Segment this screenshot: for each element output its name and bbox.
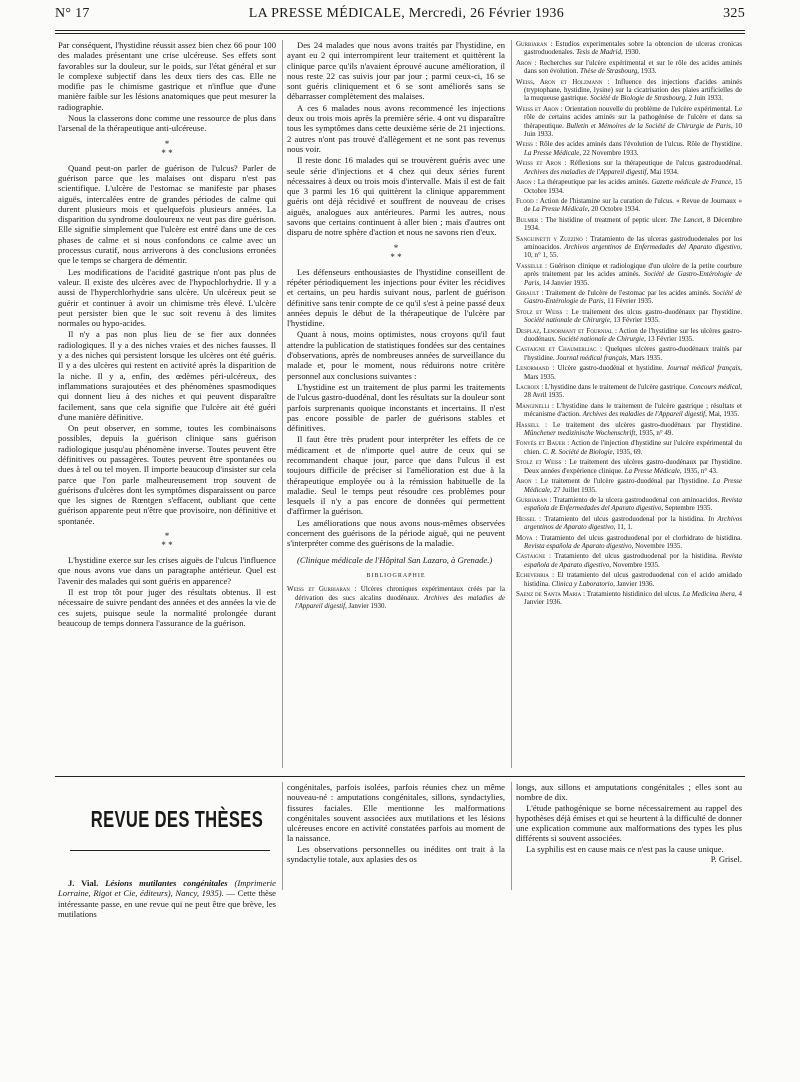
thesis-entry [58, 878, 276, 919]
reference-authors: Weiss et Gurbiaran [287, 585, 351, 594]
reference-entry [516, 402, 742, 419]
reference-source: Archives des maladies de l'Appareil digestif [582, 410, 706, 419]
reference-source: La Presse Médicale [524, 477, 742, 494]
reference-text: : Traitement de l'ulcère de l'estomac par les acides aminés. [538, 288, 713, 297]
reference-source: Münchener medizinische Wochenschrift [524, 429, 636, 438]
paragraph: Il faut être très prudent pour interpréter les effets de ce médicament et de n'importe quel autre de ceux qui se recommandent chaque jour, parce que dans l'ulcus il est toujours difficile de préciser si l'amélioration est due à la thérapeutique employée ou à la rémission habituelle de la maladie. Seul le temps peut résoudre ces problèmes pour lesquels il n'y a pas encore de données qui permettent d'affirmer la guérison. [287, 434, 505, 517]
reference-source: Revista española de Aparato digestivo [524, 541, 632, 550]
reference-authors: Stolz et Weiss [516, 307, 563, 316]
paragraph: La syphilis est en cause mais ce n'est pas la cause unique. [526, 843, 724, 854]
reference-entry [516, 383, 742, 400]
reference-source: Société nationale de Chirurgie [558, 335, 645, 343]
reference-text: : L'hystidine dans le traitement de l'ulcère gastrique. [539, 383, 690, 392]
reference-source: Archives des maladies de l'Appareil digestif [295, 593, 505, 611]
reference-entry [516, 534, 742, 551]
paragraph: L'hystidine exerce sur les crises aiguës de l'ulcus l'influence que nous avons vue dans un paragraphe antérieur. Quel est l'avenir des malades qui sont guéris en apparence? [58, 555, 276, 586]
reference-tail: , Mai 1934. [646, 167, 679, 176]
article-column-1 [58, 40, 276, 768]
reference-tail: , Mars 1935. [524, 364, 742, 381]
theses-column-3 [516, 782, 742, 864]
reference-tail: , Janvier 1936. [613, 579, 655, 588]
reference-text: : Le traitement des ulcus gastro-duodénaux par l'hystidine. [562, 307, 742, 316]
issue-number: N° 17 [55, 6, 90, 21]
reference-source: The Lancet [670, 215, 703, 224]
reference-tail: , 28 Avril 1935. [524, 383, 742, 400]
signature: P. Grisel. [710, 854, 742, 865]
page-number: 325 [723, 6, 745, 21]
reference-source: La Medicina ibera [682, 589, 735, 598]
reference-source: Clinica y Laboratorio [551, 579, 614, 588]
reference-entry [516, 496, 742, 513]
reference-authors: Weiss [516, 140, 533, 149]
reference-entry [516, 458, 742, 475]
reference-text: : Ulcères chroniques expérimentaux créés par la dérivation des sucs alcalins duodénaux. [295, 585, 505, 602]
section-stars: * * * [161, 531, 173, 551]
reference-text: : Recherches sur l'ulcère expérimental et sur le rôle des acides aminés dans son évolution. [524, 58, 742, 76]
header-rule-2 [55, 33, 745, 34]
reference-authors: Hessel [516, 514, 536, 523]
reference-text: : Action de l'hystidine sur les ulcères gastro-duodénaux. [524, 326, 742, 343]
reference-text: : Tratamiento del ulcus gastroduodenal por la histidina. [535, 514, 709, 523]
reference-tail: , 13 Février 1935. [644, 335, 695, 343]
reference-text: : Influence des injections d'acides aminés (tryptophane, hystidine, lysine) sur la cicatrisation des plaies artificielles de la muqueuse gastrique. [524, 77, 742, 103]
reference-entry [516, 178, 742, 195]
reference-entry [516, 78, 742, 103]
reference-entry [516, 477, 742, 494]
reference-authors: Moya [516, 533, 533, 542]
reference-authors: Weiss et Aron [516, 159, 562, 168]
paragraph: A ces 6 malades nous avons recommencé les injections deux ou trois mois après la première série. 4 ont vu disparaître tous les symptômes dans cette deuxième série de 21 injections. 2 autres n'ont pas trouvé d'allègement et ne sont pas revenus nous voir. [287, 102, 505, 154]
article-credit: (Clinique médicale de l'Hôpital San Lazaro, à Grenade.) [297, 554, 493, 565]
reference-authors: Saenz de Santa Maria [516, 589, 582, 598]
paragraph: longs, aux sillons et amputations congénitales ; elles sont au nombre de dix. [516, 782, 742, 803]
reference-source: Société de Gastro-Entérologie de Paris [524, 288, 742, 306]
paragraph: L'hystidine est un traitement de plus parmi les traitements de l'ulcus gastro-duodénal, dont les résultats sur la douleur sont parfois surprenants quoique inconstants et incertains. Il n'est pas encore possible de parler de guérisons stables et définitives. [287, 381, 505, 434]
reference-source: Société nationale de Chirurgie [524, 316, 610, 325]
reference-entry [516, 235, 742, 260]
reference-tail: , 2 Juin 1933. [685, 94, 724, 103]
bibliography-title: BIBLIOGRAPHIE [366, 572, 426, 579]
reference-entry [516, 439, 742, 456]
paragraph: Nous la classerons donc comme une ressource de plus dans l'arsenal de la thérapeutique anti-ulcéreuse. [58, 113, 276, 134]
reference-text: : Estudios experimentales sobre la obtencion de ulceras cronicas gastroduodenales. [524, 40, 742, 57]
reference-tail: , 15 Octobre 1934. [524, 178, 742, 195]
paragraph: Les améliorations que nous avons nous-mêmes observées concernent des guérisons de la période aiguë, qui ne peuvent s'interpréter comme des guérisons de la maladie. [287, 517, 505, 549]
reference-source: La Presse Médicale [524, 148, 580, 157]
paragraph: congénitales, parfois isolées, parfois réunies chez un même nouveau-né : amputations congénitales, sillons, syndactylies, fissures faciales. Elle mentionne les malformations congénitales souvent associées aux mutilations et les lésions ulcéreuses encore en activité constatées parfois au moment de la naissance. [287, 782, 505, 844]
article-column-2 [287, 40, 505, 768]
reference-source: Revista española de Enfermedades del Aparato digestivo [524, 495, 742, 513]
reference-source: Archives des maladies de l'Appareil digestif [524, 167, 647, 176]
reference-authors: Manginelli [516, 401, 550, 410]
reference-tail: , 10 Juin 1933. [524, 121, 742, 139]
masthead: LA PRESSE MÉDICALE, Mercredi, 26 Février 1936 [248, 6, 565, 21]
reference-tail: , 1935, 69. [612, 447, 643, 456]
paragraph: Il est trop tôt pour juger des résultats obtenus. Il est nécessaire de suivre pendant des années et des années la vie de ces sujets, puisque seule la normalité prolongée durant beaucoup de temps donnera l'assurance de la guérison. [58, 586, 276, 628]
reference-tail: , 11 Février 1935. [603, 297, 654, 306]
paragraph: L'étude pathogénique se borne nécessairement au rappel des hypothèses déjà émises et qui se heurtent à la difficulté de donner une explication commune aux malformations des types les plus différents si souvent associées. [516, 802, 742, 844]
reference-tail: , Novembre 1935. [609, 560, 660, 569]
paragraph: Il n'y a pas non plus lieu de se fier aux données radiologiques. Il y a des niches vraies et des niches fausses. Il y a des niches qui persistent lorsque les ulcères ont été guéris. Il y a des ulcères qui restent en activité après la disparition de la niche. Il y a, enfin, des œdèmes péri-ulcéreux, des inflammations surajoutées et des phénomènes spasmodiques qui donnent lieu à des niches et qui peuvent disparaître facilement, sans que cela signifie que l'ulcère ait été guéri d'une manière définitive. [58, 329, 276, 422]
reference-text: : Action de l'injection d'hystidine sur l'ulcère expérimental du chien. [524, 439, 742, 456]
reference-authors: Bulmer [516, 215, 539, 224]
reference-source: Archivos argentinos de Enfermedades del Aparato digestivo [564, 242, 741, 251]
reference-entry [516, 421, 742, 438]
column-divider [511, 782, 512, 890]
reference-entry [516, 105, 742, 139]
reference-authors: Stolz et Weiss [516, 458, 562, 467]
section-rule [55, 776, 745, 777]
theses-column-2 [287, 782, 505, 864]
reference-tail: , 14 Janvier 1935. [539, 278, 590, 287]
column-divider [282, 40, 283, 768]
reference-entry [516, 140, 742, 157]
reference-tail: , 27 Juillet 1935. [550, 485, 597, 494]
reference-entry [516, 216, 742, 233]
reference-tail: , 13 Février 1935. [609, 316, 660, 325]
paragraph: Quant à nous, moins optimistes, nous croyons qu'il faut attendre la publication de statistiques fondées sur des centaines d'observations, après de nombreuses années de surveillance du malade et, pour le moment, nous réduirons notre critère personnel aux conclusions suivantes : [287, 329, 505, 381]
reference-authors: Gurbiaran [516, 495, 548, 504]
paragraph: On peut observer, en somme, toutes les combinaisons possibles, depuis la guérison clinique sans guérison radiologique jusqu'au phénomène inverse. Toutes peuvent être définitives ou passagères. Toutes peuvent être spontanées ou dues à tel ou tel moyen. Il importe beaucoup d'insister sur cela parce que l'on parle malheureusement trop souvent de guérisons d'ulcères dont les symptômes disparaissent ou parce que les signes de Rœntgen s'effacent, oubliant que cette guérison apparente peut n'être que provisoire, non définitive et spontanée. [58, 423, 276, 526]
reference-text: : Tratamiento de las ulceras gastroduodenales por los aminoacidos. [524, 234, 742, 251]
reference-authors: Aron [516, 58, 532, 67]
reference-tail: , 1933. [637, 67, 657, 76]
reference-authors: Flood [516, 196, 534, 205]
reference-text: : Le traitement des ulcères gastro-duodénaux par l'hystidine. Deux années d'expérience clinique. [524, 458, 742, 475]
reference-authors: Aron [516, 178, 532, 187]
reference-text: : L'hystidine dans le traitement de l'ulcère gastrique ; résultats et mécanisme d'action. [524, 401, 742, 419]
reference-authors: Aron [516, 477, 532, 486]
reference-authors: Weiss, Aron et Holzmann [516, 77, 603, 86]
reference-text: : Action de l'histamine sur la curation de l'ulcus. « Revue de Journaux » de [524, 196, 742, 214]
reference-source: Journal médical français [556, 353, 627, 362]
reference-source: Thèse de Strasbourg [580, 67, 638, 76]
reference-source: La Presse Médicale [532, 205, 588, 214]
reference-source: Bulletin et Mémoires de la Société de Chirurgie de Paris [566, 121, 731, 130]
reference-source: Tesis de Madrid [576, 48, 621, 57]
reference-tail: , 20 Octobre 1934. [587, 205, 640, 214]
thesis-text: — Cette thèse intéressante passe, en une revue qui ne peut être que brève, les mutilations [58, 888, 276, 919]
thesis-title: Lésions mutilantes congénitales [105, 878, 228, 888]
reference-authors: Gurbiaran [516, 40, 548, 48]
reference-tail: , 1930. [620, 48, 641, 57]
theses-column-1 [58, 878, 276, 919]
reference-authors: Lenormand [516, 364, 550, 373]
reference-text: : Réflexions sur la thérapeutique de l'ulcus gastroduodénal. [561, 159, 742, 168]
reference-tail: , 11, 1. [613, 523, 633, 532]
reference-text: : Quelques ulcères gastro-duodénaux traités par l'hystidine. [524, 345, 742, 362]
reference-tail: , 1935, n° 43. [679, 466, 718, 475]
reference-authors: Sanguinetti y Zuzzino [516, 234, 583, 243]
paragraph: Les défenseurs enthousiastes de l'hystidine conseillent de répéter périodiquement les injections pour éviter les récidives et certains, un peu hardis suivant nous, parlent de guérison définitive sans tenir compte de ce qu'il s'est à peine passé deux années depuis le début de la thérapeutique de l'ulcère par l'hystidine. [287, 266, 505, 329]
paragraph: Les modifications de l'acidité gastrique n'ont pas plus de valeur. Il existe des ulcères avec de l'hypochlorhydrie. Il y a aussi de l'hyperchlorhydrie sans ulcère. Un ulcéreux peut se guérir et continuer à avoir un chimisme très élevé. L'ulcère peut persister bien que le suc soit revenu à des limites normales ou hypo-acides. [58, 266, 276, 329]
thesis-author: J. Vial. [68, 878, 99, 888]
reference-entry [516, 552, 742, 569]
reference-source: La Presse Médicale [624, 466, 680, 475]
section-title: REVUE DES THÈSES [90, 806, 264, 832]
reference-entry [516, 590, 742, 607]
section-stars: * * * [161, 138, 173, 158]
thesis-publisher: (Imprimerie Lorraine, Rigot et Cie, éditeurs), Nancy, 1935). [58, 878, 276, 899]
reference-text: : La thérapeutique par les acides aminés. [531, 178, 652, 187]
reference-source: Journal médical français [666, 364, 741, 373]
reference-authors: Lacroix [516, 383, 540, 392]
reference-entry [287, 585, 505, 610]
reference-entry [516, 364, 742, 381]
reference-source: Concours médical [689, 383, 741, 392]
reference-text: : Rôle des acides aminés dans l'évolution de l'ulcus. Rôle de l'hystidine. [532, 140, 742, 149]
reference-authors: Fonyès et Bauer [516, 439, 566, 448]
paragraph: Les observations personnelles ou inédites ont trait à la syndactylie totale, aux aplasies des os [287, 843, 505, 865]
reference-text: : Guérison clinique et radiologique d'un ulcère de la petite courbure après traitement par les acides aminés. [524, 261, 742, 279]
reference-entry [516, 327, 742, 344]
reference-authors: Girault [516, 288, 539, 297]
reference-tail: , 10, n° 1, 55. [524, 242, 742, 260]
reference-authors: Castaigne [516, 552, 546, 561]
reference-tail: , Septembre 1935. [661, 504, 713, 513]
page-header [55, 6, 745, 28]
reference-text: : Le traitement de l'ulcère gastro-duodénal par l'hystidine. [531, 477, 713, 486]
reference-tail: , Janvier 1930. [345, 602, 387, 611]
reference-authors: Desplaz, Lenormant et Fournial [516, 326, 613, 335]
reference-text: : The histidine of treatment of peptic ulcer. [538, 215, 671, 224]
reference-tail: , Mai, 1935. [705, 410, 740, 419]
title-underline [70, 850, 270, 851]
column-divider [282, 782, 283, 890]
paragraph: Des 24 malades que nous avons traités par l'hystidine, en ayant eu 2 qui interrompirent leur traitement et quittèrent la clinique parce qu'ils n'avaient éprouvé aucune amélioration, il nous reste 22 cas suivis jour par jour ; parmi ceux-ci, 16 se sont guéris cliniquement et 6 se sont améliorés sans se débarrasser complètement des malaises. [287, 40, 505, 102]
reference-source: Revista española de Aparato digestivo [524, 552, 742, 569]
paragraph: Quand peut-on parler de guérison de l'ulcus? Parler de guérison parce que les malaises ont disparu n'est pas scientifique. L'ulcère de l'estomac se manifeste par phases aiguës, intercalées entre de grandes périodes de calme qui durent plusieurs mois et quelquefois plusieurs années. La disparition du syndrome douloureux ne veut pas dire guérison. Elle signifie simplement que l'ulcère est entré dans une de ces phases de calme et si nous confondons ce calme avec un processus curatif, nous arriverons à des conclusions erronées que le temps se chargera de démentir. [58, 162, 276, 266]
reference-text: : Le traitement des ulcères gastro-duodénaux par l'hystidine. [539, 420, 742, 429]
reference-text: : Ulcère gastro-duodénal et hystidine. [549, 364, 667, 373]
reference-entry [516, 40, 742, 57]
bibliography-column [516, 40, 742, 768]
reference-entry [516, 262, 742, 287]
reference-text: : El tratamiento del ulcus gastroduodenal con el acido amidado histidina. [524, 571, 742, 588]
reference-authors: Echeverria [516, 571, 549, 580]
reference-entry [516, 59, 742, 76]
section-stars: * * * [390, 242, 402, 262]
reference-source: C. R. Société de Biologie [542, 447, 613, 456]
reference-tail: , 4 Janvier 1936. [524, 589, 742, 607]
reference-authors: Castaigne et Chaumerliac [516, 345, 597, 354]
reference-text: : Tratamiento histidinico del ulcus. [581, 589, 683, 598]
reference-tail: , Mars 1935. [626, 353, 663, 362]
reference-tail: , 1935, n° 49. [635, 429, 674, 438]
reference-source: Société de Gastro-Entérologie de Paris [524, 270, 742, 287]
reference-source: Gazette médicale de France [651, 178, 732, 187]
paragraph: Il reste donc 16 malades qui se trouvèrent guéris avec une seule série d'injections et 4 chez qui deux séries furent nécessaires à deux ou trois mois d'intervalle. Mais il est de fait que 3 parmi les 16 qui quittèrent la clinique apparemment guéris ont déjà récidivé et souffrent de nouveau de crises aiguës, analogues aux antérieures. Parmi les autres, nous savons que certains continuent à aller bien ; mais d'autres ont disparu de notre sphère d'action et nous ne savons rien d'eux. [287, 155, 505, 238]
reference-entry [516, 571, 742, 588]
paragraph: Par conséquent, l'hystidine réussit assez bien chez 66 pour 100 des malades présentant une crise ulcéreuse. Ses effets sont favorables sur la douleur, sur le poids, sur l'état général et sur le complexe subjectif dans les deux tiers des cas. Elle ne modifie pas le chimisme gastrique et n'influe que d'une manière faible sur les lésions anatomiques que peut mesurer la radiographie. [58, 40, 276, 112]
reference-tail: , 8 Décembre 1934. [524, 215, 742, 233]
reference-entry [516, 515, 742, 532]
header-rule [55, 30, 745, 31]
reference-entry [516, 308, 742, 325]
theses-section-header [60, 788, 280, 872]
reference-entry [516, 197, 742, 214]
reference-authors: Vasselle [516, 261, 543, 270]
reference-entry [516, 345, 742, 362]
reference-tail: , 22 Novembre 1933. [579, 148, 639, 157]
reference-authors: Hassell [516, 420, 540, 429]
reference-text: : Tratamiento del ulcus gastroduodenal por el clorhidrato de histidina. [532, 533, 742, 542]
reference-source: In Archivos argentinos de Aparato digestivo [524, 514, 742, 532]
reference-source: Société de Biologie de Strasbourg [590, 94, 686, 103]
reference-entry [516, 159, 742, 176]
reference-entry [516, 289, 742, 306]
reference-text: : Tratamiento del ulcus gastroduodenal por la histidina. [545, 552, 722, 561]
reference-text: : Tratamiento de la ulcera gastroduodenal con aminoacidos. [547, 495, 722, 504]
reference-tail: , Novembre 1935. [631, 541, 683, 550]
reference-text: : Orientation nouvelle du problème de l'ulcère expérimental. Le rôle de certains acides aminés sur la pathogénèse de l'ulcère et dans sa thérapeutique. [524, 104, 742, 130]
column-divider [511, 40, 512, 768]
reference-authors: Weiss et Aron [516, 104, 559, 113]
